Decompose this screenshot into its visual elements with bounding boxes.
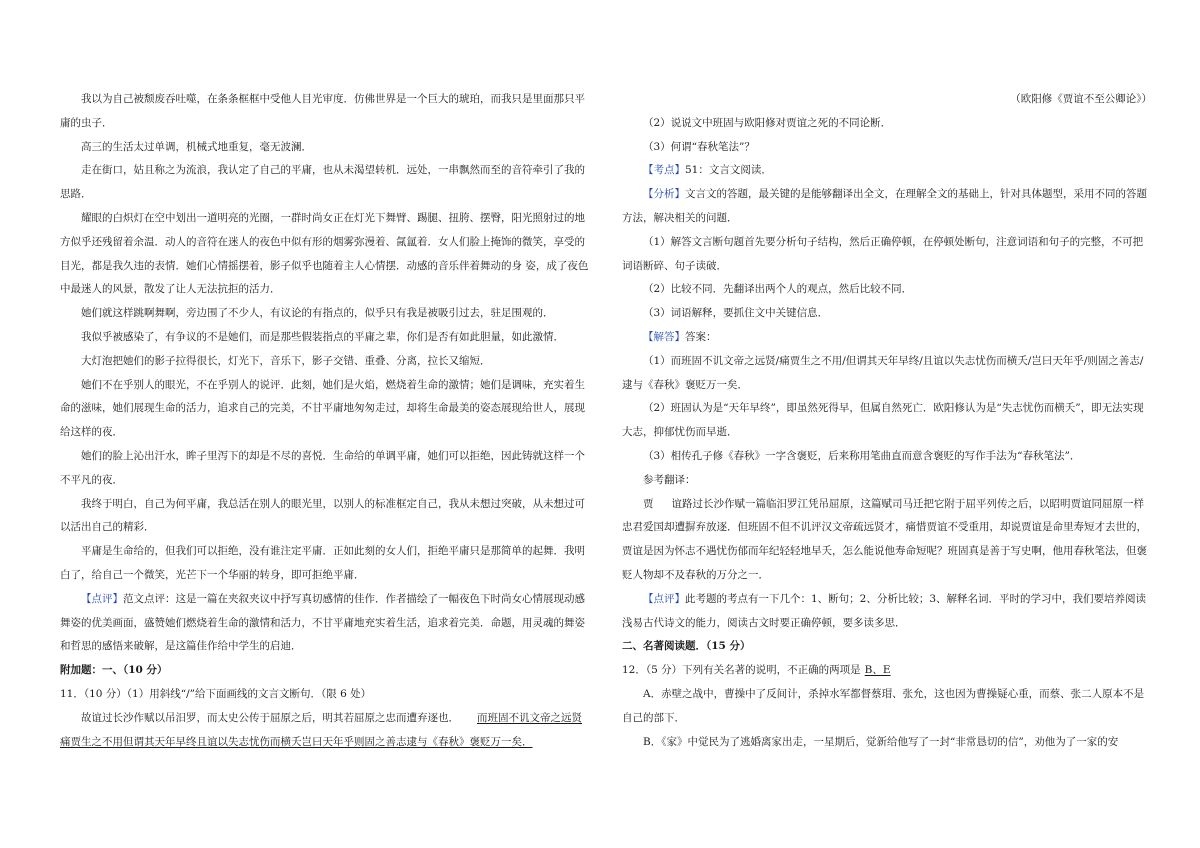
- kaodian-tag: 【考点】: [643, 164, 685, 177]
- jieda-tag: 【解答】: [643, 330, 685, 343]
- paragraph: 平庸是生命给的，但我们可以拒绝，没有谁注定平庸．正如此刻的女人们，拒绝平庸只是那简单的起舞．我明白了，给自己一个微笑，光芒下一个华丽的转身，即可拒绝平庸．: [60, 545, 585, 581]
- right-column: [622, 88, 1152, 754]
- translation-first-char: 贾: [643, 497, 654, 510]
- option-a: A．赤壁之战中，曹操中了反间计，杀掉水军都督蔡瑁、张允，这也因为曹操疑心重，而蔡、张二人原本不是自己的部下．: [622, 687, 1145, 724]
- paragraph: 我似乎被感染了，有争议的不是她们，而是那些假装指点的平庸之辈，你们是否有如此胆量，如此激情．: [81, 330, 564, 343]
- classical-text-plain: 故谊过长沙作赋以吊汨罗，而太史公传于屈原之后，明其若屈原之忠而遭弃逐也．: [81, 711, 459, 724]
- paragraph: 高三的生活太过单调，机械式地重复，毫无波澜．: [81, 140, 312, 153]
- paragraph: 耀眼的白炽灯在空中划出一道明亮的光圈，一群时尚女正在灯光下舞臂、踢腿、扭胯、摆臀，阳光照射过的地方似乎还残留着余温．动人的音符在迷人的夜色中似有形的烟雾弥漫着、氤氲着．女人们脸上掩饰的微笑，享受的目光，都是我久违的表情．她们心情摇摆着，影子似乎也随着主人心情摆．动感的音乐伴着舞动的身 姿，成了夜色中最迷人的风景，散发了让人无法抗拒的活力．: [60, 211, 589, 296]
- answer-3: （3）相传孔子修《春秋》一字含褒贬，后来称用笔曲直而意含褒贬的写作手法为“春秋笔法”．: [643, 449, 1081, 462]
- analysis-1: （1）解答文言断句题首先要分析句子结构，然后正确停顿，在停顿处断句，注意词语和句子的完整，不可把词语断碎、句子读破．: [622, 235, 1144, 272]
- question-11-stem: 11．（10 分）（1）用斜线“/”给下面画线的文言文断句．（限 6 处）: [60, 687, 372, 700]
- paragraph: 大灯泡把她们的影子拉得很长，灯光下，音乐下，影子交错、重叠、分离，拉长又缩短．: [81, 354, 491, 367]
- question-12-answer: B、E: [864, 664, 891, 677]
- source-citation: （欧阳修《贾谊不至公卿论》）: [1010, 93, 1152, 105]
- jieda-paragraph: [622, 326, 1152, 350]
- question-11-text: [60, 707, 590, 755]
- option-b: B．《家》中觉民为了逃婚离家出走，一星期后，觉新给他写了一封“非常恳切的信”，劝他为了一家的安: [643, 735, 1119, 748]
- translation-text: 谊路过长沙作赋一篇临汨罗江凭吊屈原，这篇赋司马迁把它附于屈平列传之后，以昭明贾谊同屈原一样忠君爱国却遭摒弃放逐．但班固不但不讥评汉文帝疏远贤才，痛惜贾谊不受重用，却说贾谊是命里寿短才去世的，贾谊是因为怀志不遇忧伤郁而年纪轻轻地早夭，怎么能说他寿命短呢？班固真是善于写史啊，他用春秋笔法，但褒贬人物却不及春秋的万分之一．: [622, 497, 1147, 581]
- fenxi-text: 文言文的答题，最关键的是能够翻译出全文，在理解全文的基础上，针对具体题型，采用不同的答题方法，解决相关的问题．: [622, 188, 1147, 224]
- translation-paragraph: [622, 493, 1152, 588]
- paragraph: 她们就这样跳啊舞啊，旁边围了不少人，有议论的有指点的，似乎只有我是被吸引过去，驻足围观的．: [81, 307, 554, 320]
- reference-label: 参考翻译：: [643, 473, 696, 486]
- answer-2: （2）班固认为是“天年早终”，即虽然死得早，但属自然死亡．欧阳修认为是“失志忧伤而横夭”，即无法实现大志，抑郁忧伤而早逝．: [622, 402, 1144, 439]
- paragraph: 她们不在乎别人的眼光，不在乎别人的说评．此刻，她们是火焰，燃烧着生命的激情；她们是调味，充实着生命的滋味，她们展现生命的活力，追求自己的完美，不甘平庸地匆匆走过，却将生命最美的姿态展现给世人，展现给这样的夜．: [60, 378, 585, 439]
- fenxi-paragraph: [622, 183, 1152, 231]
- kaodian-paragraph: [622, 159, 1152, 183]
- dianping-paragraph: [622, 588, 1152, 636]
- dianping-text: 此考题的考点有一下几个：1、断句；2、分析比较；3、解释名词．平时的学习中，我们要培养阅读浅易古代诗文的能力，阅读古文时要正确停顿，要多读多思．: [622, 592, 1147, 629]
- comment-text: 范文点评：这是一篇在夹叙夹议中抒写真切感情的佳作．作者描绘了一幅夜色下时尚女心情展现动感舞姿的优美画面，盛赞她们燃烧着生命的激情和活力，不甘平庸地充实着生活，追求着完美．命题，用灵魂的舞姿和哲思的感悟来破解，是这篇佳作给中学生的启迪．: [60, 592, 585, 653]
- question-3: （3）何谓“春秋笔法”？: [643, 140, 755, 153]
- paragraph: 走在街口，姑且称之为流浪，我认定了自己的平庸，也从未渴望转机．远处，一串飘然而至的音符牵引了我的思路．: [60, 164, 585, 201]
- analysis-3: （3）词语解释，要抓住文中关键信息．: [643, 307, 829, 320]
- question-12-text: 12．（5 分）下列有关名著的说明，不正确的两项是: [622, 664, 861, 677]
- question-2: （2）说说文中班固与欧阳修对贾谊之死的不同论断．: [643, 116, 892, 129]
- answer-1: （1）而班固不讥文帝之远贤/痛贾生之不用/但谓其天年早终/且谊以失志忧伤而横夭/岂曰天年乎/则固之善志/逮与《春秋》褒贬万一矣．: [622, 354, 1144, 391]
- paragraph: 我终于明白，自己为何平庸，我总活在别人的眼光里，以别人的标准框定自己，我从未想过突破，从未想过可以活出自己的精彩．: [60, 497, 585, 534]
- question-12-stem: [622, 659, 1152, 683]
- dianping-tag: 【点评】: [643, 592, 685, 605]
- paragraph: 我以为自己被颓废吞吐噬，在条条框框中受他人目光审度．仿佛世界是一个巨大的琥珀，而我只是里面那只平庸的虫子．: [60, 93, 585, 129]
- kaodian-text: 51：文言文阅读．: [685, 164, 772, 177]
- section-2-heading: 二、名著阅读题．（15 分）: [622, 640, 751, 653]
- fenxi-tag: 【分析】: [643, 188, 685, 201]
- left-column: [60, 88, 590, 754]
- comment-tag: 【点评】: [81, 592, 123, 605]
- section-heading: 附加题：一、（10 分）: [60, 664, 168, 677]
- paragraph: 她们的脸上沁出汗水，眸子里泻下的却是不尽的喜悦．生命给的单调平庸，她们可以拒绝，因此铸就这样一个不平凡的夜．: [60, 449, 585, 486]
- analysis-2: （2）比较不同．先翻译出两个人的观点，然后比较不同．: [643, 283, 913, 296]
- comment-paragraph: [60, 588, 590, 659]
- jieda-text: 答案：: [685, 330, 717, 343]
- classical-text-underlined: 而班固不讥文帝之远贤痛贾生之不用但谓其天年早终且谊以失志忧伤而横夭岂曰天年乎则固之善志逮与《春秋》褒贬万一矣．: [60, 711, 582, 748]
